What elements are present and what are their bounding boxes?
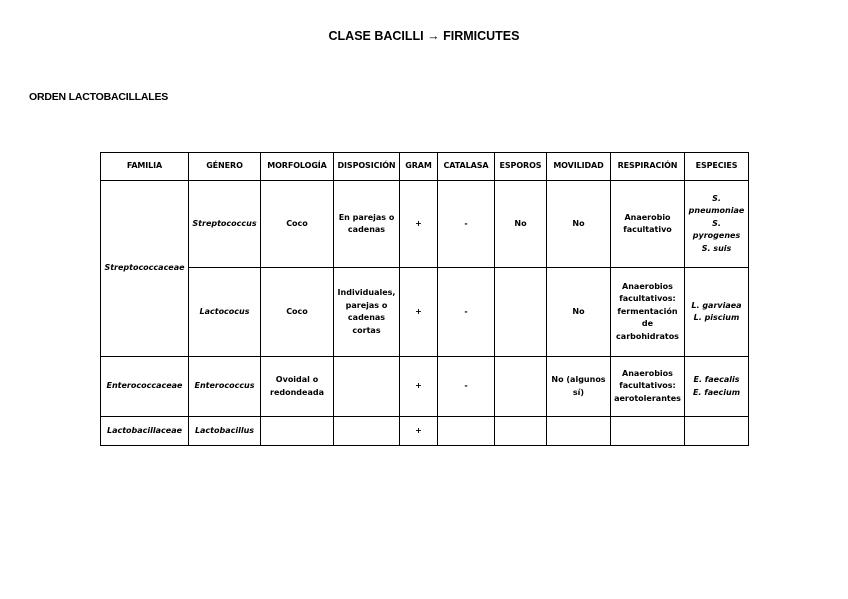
header-esporos: ESPOROS (495, 153, 547, 181)
header-genero: GÉNERO (189, 153, 261, 181)
table-row (101, 181, 749, 268)
cell-especies (685, 417, 749, 446)
cell-disposicion: Individuales, parejas o cadenas cortas (334, 268, 400, 357)
page-title: CLASE BACILLI → FIRMICUTES (328, 29, 520, 43)
cell-gram: + (400, 181, 438, 268)
cell-catalasa (438, 417, 495, 446)
cell-disposicion (334, 357, 400, 417)
cell-esporos: No (495, 181, 547, 268)
cell-gram: + (400, 268, 438, 357)
header-especies: ESPECIES (685, 153, 749, 181)
cell-especies (685, 357, 749, 417)
cell-movilidad: No (547, 268, 611, 357)
header-morfologia: MORFOLOGÍA (261, 153, 334, 181)
cell-catalasa: - (438, 357, 495, 417)
cell-disposicion: En parejas o cadenas (334, 181, 400, 268)
cell-genero: Lactococus (189, 268, 261, 357)
cell-especies (685, 181, 749, 268)
cell-morfologia: Ovoidal o redondeada (261, 357, 334, 417)
table-row (101, 417, 749, 446)
cell-gram: + (400, 417, 438, 446)
species-name: S. suis (701, 243, 732, 253)
header-disposicion: DISPOSICIÓN (334, 153, 400, 181)
cell-movilidad: No (547, 181, 611, 268)
header-catalasa: CATALASA (438, 153, 495, 181)
section-heading: ORDEN LACTOBACILLALES (29, 91, 169, 103)
cell-gram: + (400, 357, 438, 417)
cell-respiracion: Anaerobios facultativos: fermentación de carbohidratos (611, 268, 685, 357)
header-gram: GRAM (400, 153, 438, 181)
cell-esporos (495, 417, 547, 446)
cell-esporos (495, 357, 547, 417)
cell-respiracion: Anaerobios facultativos: aerotolerantes (611, 357, 685, 417)
species-name: S. pyrogenes (692, 218, 741, 241)
cell-morfologia: Coco (261, 181, 334, 268)
cell-familia: Enterococcaceae (101, 357, 189, 417)
cell-familia: Lactobacillaceae (101, 417, 189, 446)
cell-esporos (495, 268, 547, 357)
table-header-row (101, 153, 749, 181)
cell-movilidad (547, 417, 611, 446)
table-row (101, 357, 749, 417)
cell-catalasa: - (438, 268, 495, 357)
species-name: E. faecalis (693, 375, 740, 384)
header-movilidad: MOVILIDAD (547, 153, 611, 181)
header-familia: FAMILIA (101, 153, 189, 181)
species-name: L. garviaea (691, 300, 742, 310)
cell-genero: Lactobacillus (189, 417, 261, 446)
header-respiracion: RESPIRACIÓN (611, 153, 685, 181)
table-row (101, 268, 749, 357)
cell-genero: Enterococcus (189, 357, 261, 417)
cell-respiracion (611, 417, 685, 446)
species-name: E. faecium (692, 387, 741, 397)
cell-respiracion: Anaerobio facultativo (611, 181, 685, 268)
cell-catalasa: - (438, 181, 495, 268)
cell-genero: Streptococcus (189, 181, 261, 268)
species-name: S. pneumoniae (688, 193, 745, 216)
cell-especies (685, 268, 749, 357)
bacteria-table (100, 152, 749, 446)
cell-morfologia (261, 417, 334, 446)
species-name: L. piscium (693, 313, 740, 322)
cell-disposicion (334, 417, 400, 446)
cell-morfologia: Coco (261, 268, 334, 357)
cell-familia: Streptococcaceae (101, 181, 189, 357)
cell-movilidad: No (algunos sí) (547, 357, 611, 417)
